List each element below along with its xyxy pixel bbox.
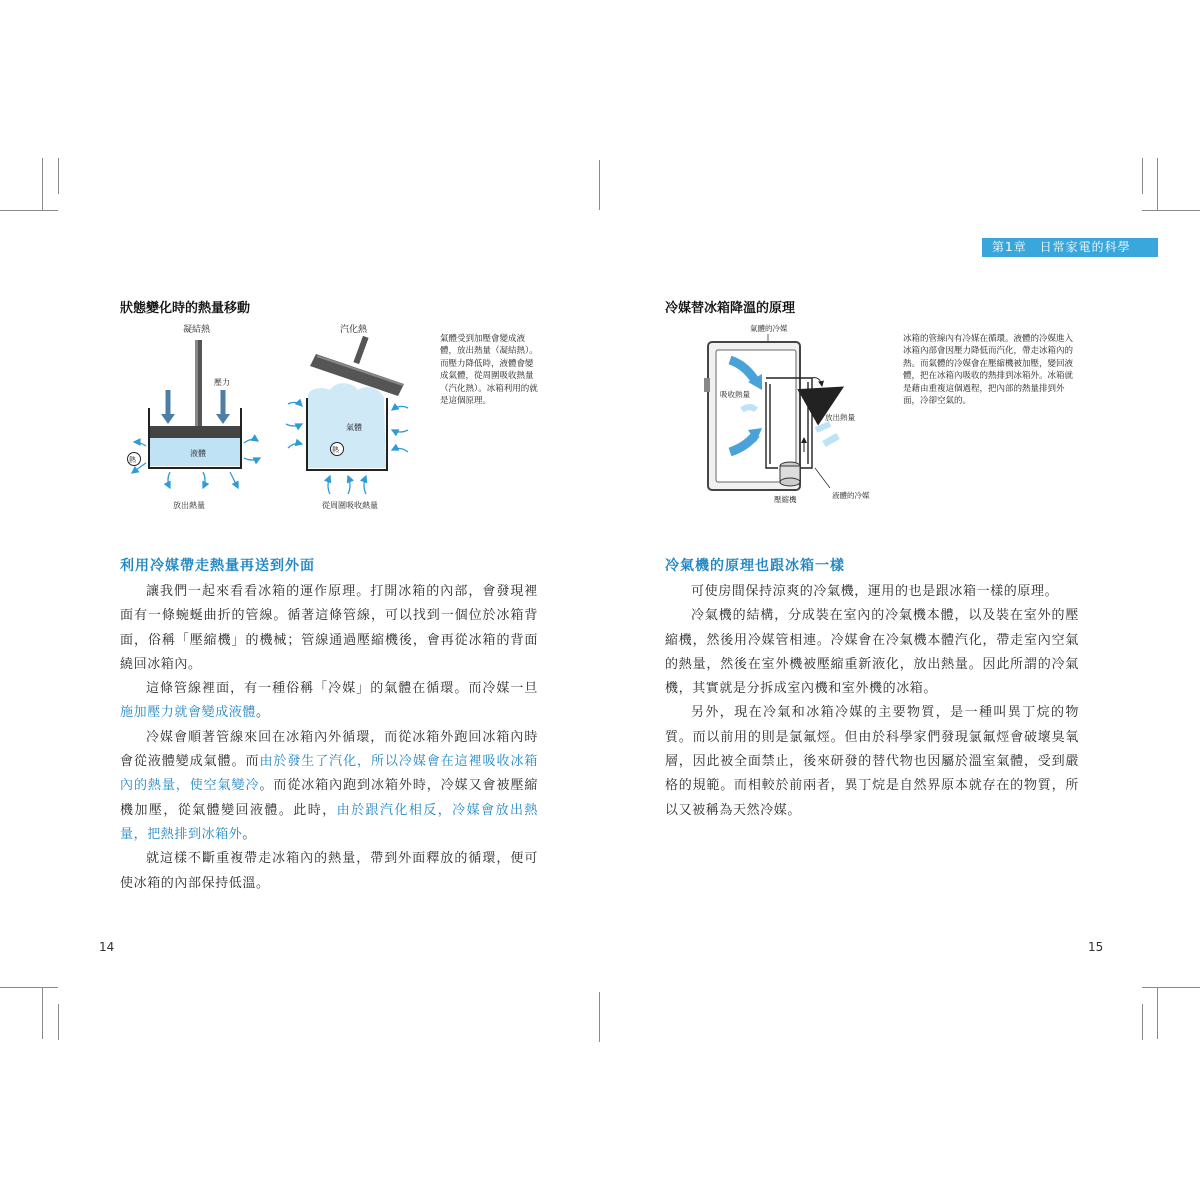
figure-title-left: 狀態變化時的熱量移動 — [120, 301, 251, 316]
crop-mark — [42, 158, 43, 210]
crop-mark — [1142, 1004, 1143, 1040]
label-absorb-right: 吸收熱量 — [720, 390, 750, 399]
figure-caption-right: 冰箱的管線內有冷媒在循環。液體的冷媒進入冰箱內部會因壓力降低而汽化，帶走冰箱內的熱。而氣體的冷媒會在壓縮機被加壓，變回液體，把在冰箱內吸收的熱排到冰箱外。冰箱就是藉由重複這個過程，把內部的熱量排到外面，冷卻空氣的。 — [903, 334, 1074, 407]
crop-mark — [0, 987, 58, 988]
text-run: 冷媒會順著管線來回在冰箱內外循環，而從冰箱外跑回冰箱內時會從液體變成氣體。而 — [120, 729, 538, 770]
fridge-diagram — [690, 320, 890, 510]
label-gas: 氣體 — [346, 423, 362, 432]
figure-caption-left: 氣體受到加壓會變成液體，放出熱量（凝結熱）。而壓力降低時，液體會變成氣體，從周圍吸收熱量（汽化熱）。冰箱利用的就是這個原理。 — [440, 334, 538, 407]
label-liquid-refrigerant: 液體的冷媒 — [832, 491, 870, 500]
label-gas-refrigerant: 氣體的冷媒 — [750, 324, 788, 333]
text-run: 這條管線裡面，有一種俗稱「冷媒」的氣體在循環。而冷媒一旦 — [146, 681, 538, 697]
label-absorb-left: 從周圍吸收熱量 — [322, 501, 378, 510]
crop-mark — [599, 992, 600, 1042]
paragraph — [120, 677, 538, 726]
highlighted-text: 施加壓力就會變成液體 — [120, 705, 257, 721]
body-text-right — [665, 580, 1079, 823]
text-run: 。而從冰箱內跑到冰箱外時，冷媒又會被壓縮機加壓，從氣體變回液體。此時， — [120, 778, 538, 818]
section-heading-right: 冷氣機的原理也跟冰箱一樣 — [665, 558, 845, 574]
text-run: 。 — [242, 826, 257, 842]
text-run: 可使房間保持涼爽的冷氣機，運用的也是跟冰箱一樣的原理。 — [691, 584, 1059, 599]
label-release-left: 放出熱量 — [173, 501, 205, 510]
paragraph — [120, 726, 538, 847]
section-heading-left: 利用冷媒帶走熱量再送到外面 — [120, 558, 315, 574]
crop-mark — [1157, 158, 1158, 210]
paragraph — [665, 580, 1079, 604]
paragraph — [665, 604, 1079, 701]
crop-mark — [0, 210, 58, 211]
highlighted-text: 由於發生了汽化，所以冷媒會在這裡吸收冰箱內的熱量，使空氣變冷 — [120, 754, 538, 794]
label-condense: 凝結熱 — [183, 325, 211, 335]
text-run: 讓我們一起來看看冰箱的運作原理。打開冰箱的內部，會發現裡面有一條蜿蜒曲折的管線。循著這條管線，可以找到一個位於冰箱背面，俗稱「壓縮機」的機械；管線通過壓縮機後，會再從冰箱的背面繞回冰箱內。 — [120, 584, 538, 672]
state-change-diagram — [108, 318, 418, 518]
highlighted-text: 由於跟汽化相反，冷媒會放出熱量，把熱排到冰箱外 — [120, 802, 538, 842]
text-run: 就這樣不斷重複帶走冰箱內的熱量，帶到外面釋放的循環，便可使冰箱的內部保持低溫。 — [120, 851, 538, 891]
crop-mark — [42, 987, 43, 1039]
label-vaporize: 汽化熱 — [340, 325, 368, 335]
crop-mark — [1157, 987, 1158, 1039]
crop-mark — [1142, 210, 1200, 211]
label-liquid: 液體 — [190, 449, 206, 458]
crop-mark — [58, 158, 59, 194]
crop-mark — [1142, 158, 1143, 194]
label-pressure: 壓力 — [214, 378, 230, 387]
crop-mark — [1142, 987, 1200, 988]
label-heat: 熱 — [129, 456, 136, 464]
paragraph — [120, 580, 538, 677]
label-release-right: 放出熱量 — [825, 413, 855, 422]
text-run: 。 — [256, 705, 270, 721]
crop-mark — [599, 160, 600, 210]
text-run: 冷氣機的結構，分成裝在室內的冷氣機本體，以及裝在室外的壓縮機，然後用冷媒管相連。冷媒會在冷氣機本體汽化，帶走室內空氣的熱量，然後在室外機被壓縮重新液化，放出熱量。因此所謂的冷氣機，其實就是分拆成室內機和室外機的冰箱。 — [665, 608, 1079, 697]
chapter-tab: 第1章 日常家電的科學 — [982, 238, 1158, 257]
body-text-left — [120, 580, 538, 896]
figure-title-right: 冷媒替冰箱降溫的原理 — [665, 301, 796, 316]
page-number-left: 14 — [99, 940, 115, 954]
paragraph — [665, 701, 1079, 822]
page-number-right: 15 — [1088, 940, 1104, 954]
label-compressor: 壓縮機 — [774, 495, 797, 504]
text-run: 另外，現在冷氣和冰箱冷媒的主要物質，是一種叫異丁烷的物質。而以前用的則是氯氟烴。但由於科學家們發現氯氟烴會破壞臭氧層，因此被全面禁止，後來研發的替代物也因屬於溫室氣體，受到嚴格的規範。而相較於前兩者，異丁烷是自然界原本就存在的物質，所以又被稱為天然冷媒。 — [665, 705, 1079, 818]
paragraph — [120, 847, 538, 896]
label-heat-2: 熱 — [332, 446, 339, 454]
crop-mark — [58, 1004, 59, 1040]
